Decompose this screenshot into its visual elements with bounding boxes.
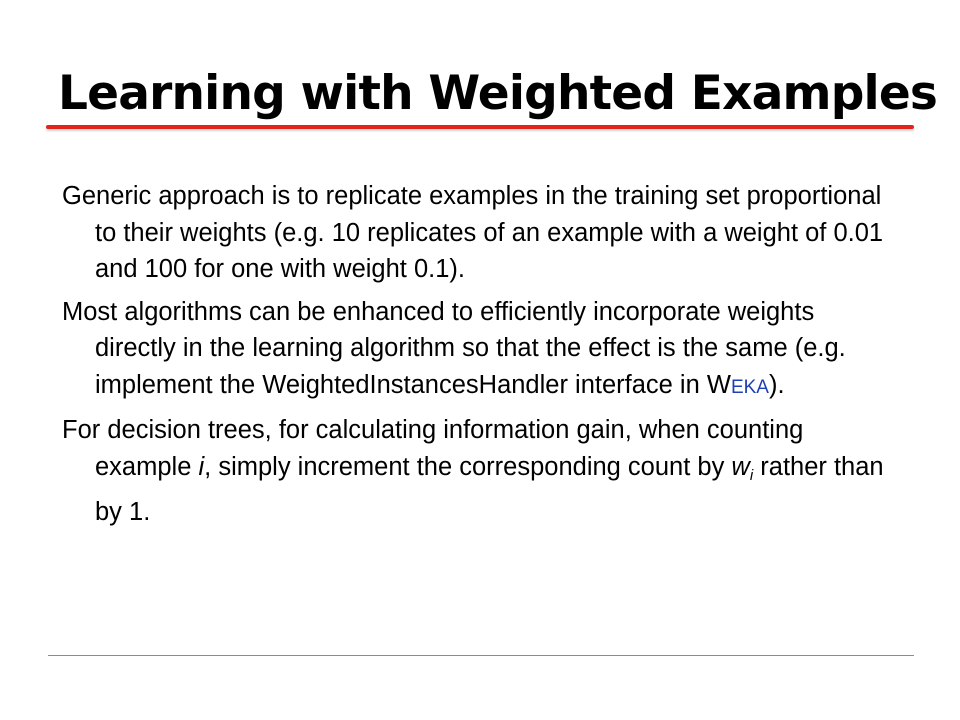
footer-divider [48, 655, 914, 656]
slide-title: Learning with Weighted Examples [58, 66, 938, 121]
paragraph-text-end: ). [768, 370, 785, 399]
slide-body [62, 178, 902, 537]
paragraph-text: Generic approach is to replicate examples in the training set proportional to their weights (e.g. 10 replicates of an example with a weight of 0.01 and 100 for one with weight 0.1). [62, 182, 884, 283]
paragraph-text-middle: , simply increment the corresponding count by [204, 452, 732, 481]
title-underline [46, 125, 914, 129]
variable-w: w [731, 452, 750, 481]
paragraph-replicate-examples [62, 178, 902, 288]
variable-i: i [198, 452, 205, 481]
paragraph-enhance-algorithms [62, 294, 902, 407]
paragraph-text: Most algorithms can be enhanced to efficiently incorporate weights directly in the learning algorithm so that the effect is the same (e.g. implement the WeightedInstancesHandler interface in W [62, 297, 846, 399]
paragraph-text-end: rather than by 1. [95, 452, 884, 526]
paragraph-decision-trees [62, 412, 902, 531]
weka-small-caps: EKA [730, 376, 769, 398]
variable-w-subscript: i [749, 466, 754, 484]
paragraph-text: For decision trees, for calculating information gain, when counting example [62, 416, 804, 481]
